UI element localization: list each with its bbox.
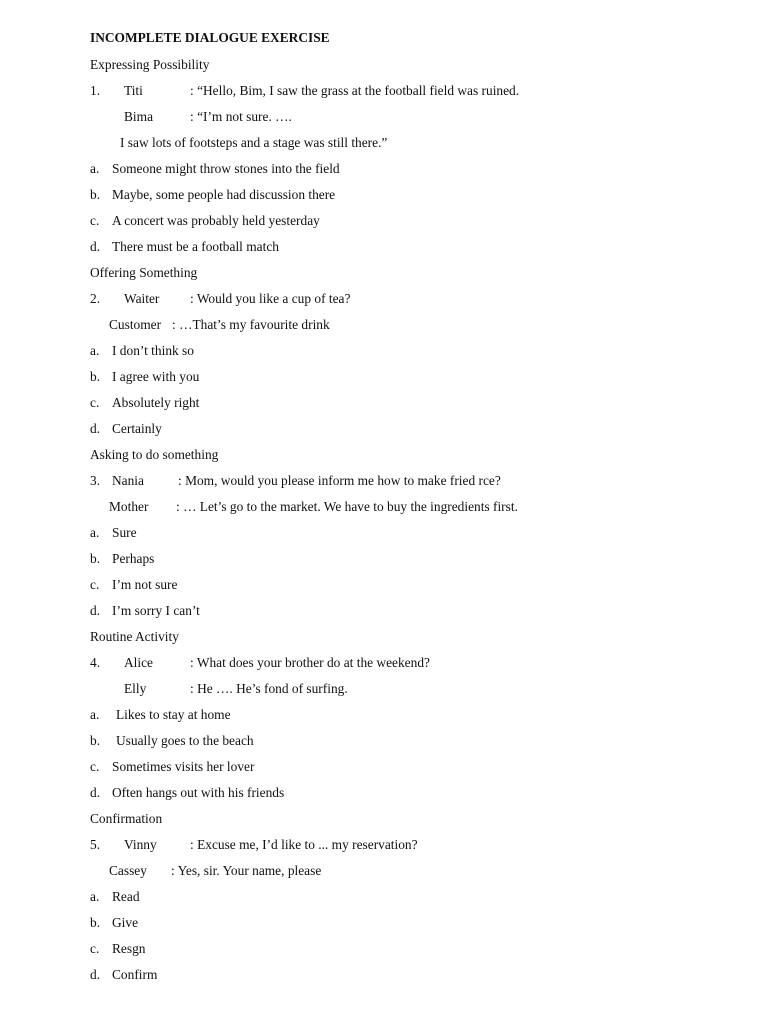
dialogue-text: : Excuse me, I’d like to ... my reservation?: [190, 837, 418, 852]
option-letter: c.: [90, 759, 100, 774]
option-text: Someone might throw stones into the field: [112, 161, 340, 176]
question-number: 3.: [90, 473, 101, 488]
dialogue-text: : …That’s my favourite drink: [172, 317, 330, 332]
option-text: I don’t think so: [112, 343, 194, 358]
option-letter: b.: [90, 369, 101, 384]
option-text: Often hangs out with his friends: [112, 785, 285, 800]
option-letter: d.: [90, 603, 101, 618]
document-title: INCOMPLETE DIALOGUE EXERCISE: [90, 30, 330, 45]
dialogue-text: : “I’m not sure. ….: [190, 109, 292, 124]
dialogue-text: : Yes, sir. Your name, please: [171, 863, 322, 878]
option-text: Give: [112, 915, 139, 930]
option-letter: d.: [90, 967, 101, 982]
dialogue-text: : Mom, would you please inform me how to make fried rce?: [178, 473, 501, 488]
dialogue-speaker: Alice: [124, 655, 153, 670]
option-text: I’m sorry I can’t: [112, 603, 200, 618]
option-text: Likes to stay at home: [116, 707, 231, 722]
option-letter: c.: [90, 577, 100, 592]
dialogue-speaker: Titi: [124, 83, 143, 98]
section-heading: Routine Activity: [90, 629, 179, 644]
option-text: I agree with you: [112, 369, 200, 384]
option-letter: b.: [90, 551, 101, 566]
option-text: Sure: [112, 525, 137, 540]
option-letter: d.: [90, 239, 101, 254]
option-letter: c.: [90, 941, 100, 956]
dialogue-speaker: Cassey: [109, 863, 147, 878]
option-text: A concert was probably held yesterday: [112, 213, 320, 228]
question-number: 1.: [90, 83, 101, 98]
section-heading: Asking to do something: [90, 447, 219, 462]
dialogue-text: : He …. He’s fond of surfing.: [190, 681, 348, 696]
dialogue-speaker: Customer: [109, 317, 162, 332]
option-text: Read: [112, 889, 140, 904]
option-letter: a.: [90, 343, 100, 358]
dialogue-text: : “Hello, Bim, I saw the grass at the football field was ruined.: [190, 83, 520, 98]
question-number: 2.: [90, 291, 101, 306]
option-letter: a.: [90, 889, 100, 904]
dialogue-speaker: Bima: [124, 109, 154, 124]
section-heading: Confirmation: [90, 811, 163, 826]
option-text: Confirm: [112, 967, 158, 982]
section-heading: Expressing Possibility: [90, 57, 210, 72]
option-letter: a.: [90, 525, 100, 540]
dialogue-speaker: Vinny: [124, 837, 157, 852]
option-text: Sometimes visits her lover: [112, 759, 255, 774]
dialogue-text: : What does your brother do at the weekend?: [190, 655, 430, 670]
option-letter: c.: [90, 213, 100, 228]
dialogue-text: I saw lots of footsteps and a stage was still there.”: [120, 135, 388, 150]
option-text: Maybe, some people had discussion there: [112, 187, 336, 202]
option-text: I’m not sure: [112, 577, 178, 592]
option-letter: b.: [90, 915, 101, 930]
option-letter: a.: [90, 161, 100, 176]
section-heading: Offering Something: [90, 265, 198, 280]
dialogue-speaker: Waiter: [124, 291, 160, 306]
question-number: 4.: [90, 655, 101, 670]
option-text: Absolutely right: [112, 395, 200, 410]
option-text: Certainly: [112, 421, 162, 436]
option-text: There must be a football match: [112, 239, 279, 254]
dialogue-speaker: Nania: [112, 473, 144, 488]
dialogue-text: : … Let’s go to the market. We have to buy the ingredients first.: [176, 499, 518, 514]
option-letter: a.: [90, 707, 100, 722]
option-text: Perhaps: [112, 551, 155, 566]
option-letter: b.: [90, 733, 101, 748]
option-letter: c.: [90, 395, 100, 410]
question-number: 5.: [90, 837, 101, 852]
option-letter: d.: [90, 785, 101, 800]
dialogue-text: : Would you like a cup of tea?: [190, 291, 351, 306]
option-letter: d.: [90, 421, 101, 436]
option-letter: b.: [90, 187, 101, 202]
dialogue-speaker: Mother: [109, 499, 149, 514]
dialogue-speaker: Elly: [124, 681, 147, 696]
option-text: Resgn: [112, 941, 146, 956]
option-text: Usually goes to the beach: [116, 733, 254, 748]
